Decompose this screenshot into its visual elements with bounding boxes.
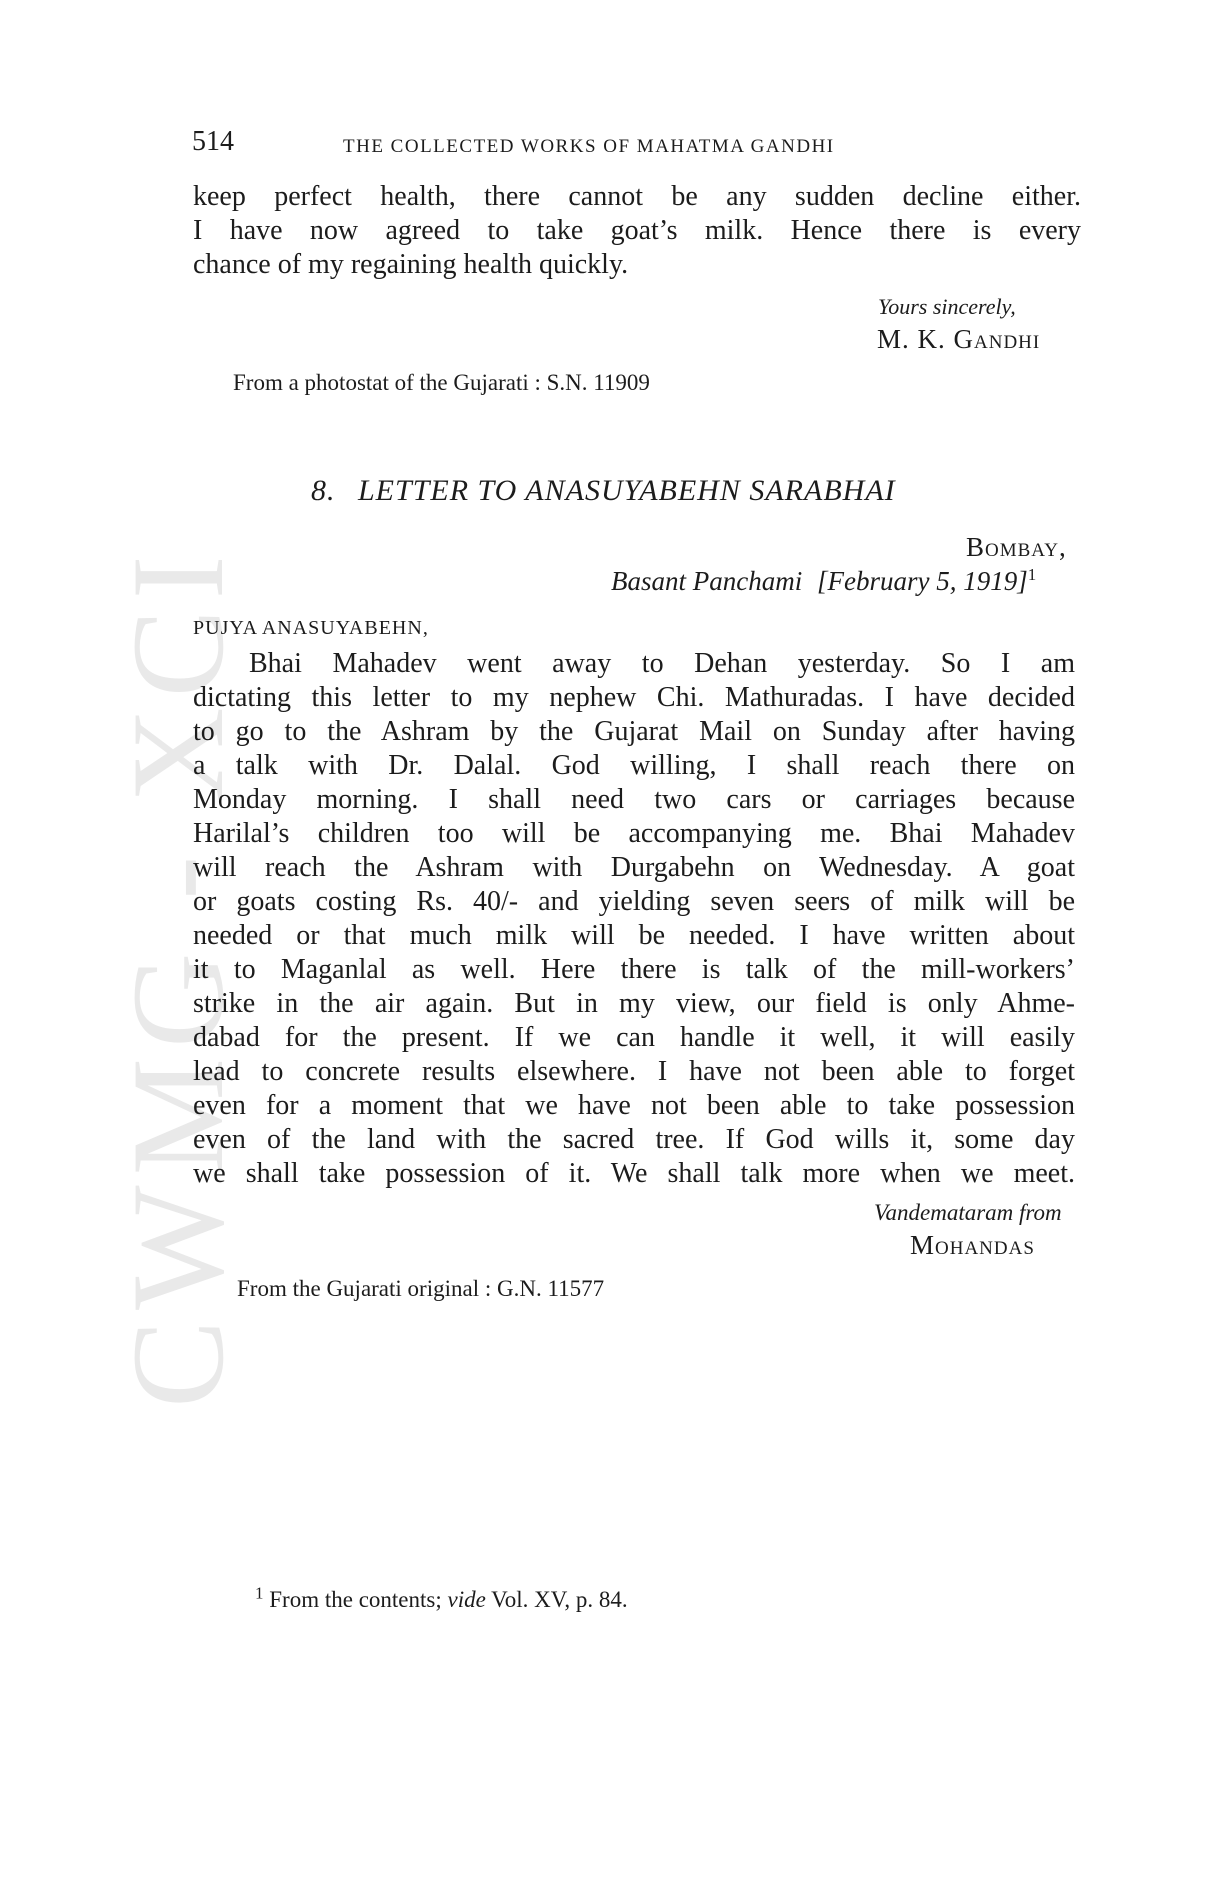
signature-mohandas: Mohandas	[910, 1230, 1035, 1260]
running-title: THE COLLECTED WORKS OF MAHATMA GANDHI	[343, 136, 835, 157]
body-line: I have now agreed to take goat’s milk. Hence there is every	[193, 215, 1081, 246]
footnote	[255, 1583, 628, 1613]
footnote-ref: Vol. XV, p. 84.	[491, 1587, 628, 1612]
body-line: strike in the air again. But in my view, our field is only Ahme-	[193, 988, 1075, 1019]
body-line: to go to the Ashram by the Gujarat Mail on Sunday after having	[193, 716, 1075, 747]
letter-body	[193, 647, 1075, 1191]
body-line: keep perfect health, there cannot be any sudden decline either.	[193, 181, 1081, 212]
letter-place: Bombay,	[966, 532, 1067, 562]
date-bracket: [February 5, 1919]	[816, 566, 1028, 596]
body-line: dictating this letter to my nephew Chi. Mathuradas. I have decided	[193, 682, 1075, 713]
footnote-reference: 1	[1027, 565, 1037, 584]
closing-yours-sincerely: Yours sincerely,	[878, 294, 1016, 319]
body-line: even for a moment that we have not been able to take possession	[193, 1090, 1075, 1121]
letter-heading	[311, 474, 896, 508]
body-line: even of the land with the sacred tree. If God wills it, some day	[193, 1124, 1075, 1155]
signature-gandhi: M. K. Gandhi	[877, 324, 1041, 354]
footnote-text: From the contents;	[269, 1587, 442, 1612]
body-line: it to Maganlal as well. Here there is talk of the mill-workers’	[193, 954, 1075, 985]
body-line: Harilal’s children too will be accompanying me. Bhai Mahadev	[193, 818, 1075, 849]
body-line: Bhai Mahadev went away to Dehan yesterday. So I am	[249, 648, 1075, 679]
body-line: dabad for the present. If we can handle it well, it will easily	[193, 1022, 1075, 1053]
body-line: lead to concrete results elsewhere. I have not been able to forget	[193, 1056, 1075, 1087]
source-note: From the Gujarati original : G.N. 11577	[237, 1276, 605, 1301]
body-line: a talk with Dr. Dalal. God willing, I shall reach there on	[193, 750, 1075, 781]
letter-date	[611, 566, 1036, 597]
body-line: needed or that much milk will be needed. I have written about	[193, 920, 1075, 951]
body-line: or goats costing Rs. 40/- and yielding seven seers of milk will be	[193, 886, 1075, 917]
source-note: From a photostat of the Gujarati : S.N. 11909	[233, 370, 650, 395]
salutation: PUJYA ANASUYABEHN,	[193, 617, 429, 639]
letter-number: 8.	[311, 474, 336, 507]
page-number: 514	[192, 126, 234, 157]
footnote-mark: 1	[255, 1583, 264, 1603]
footnote-vide: vide	[447, 1587, 486, 1612]
closing-vandemataram: Vandemataram from	[874, 1200, 1062, 1225]
body-line: chance of my regaining health quickly.	[193, 249, 629, 280]
letter-title: LETTER TO ANASUYABEHN SARABHAI	[358, 474, 896, 507]
body-line: will reach the Ashram with Durgabehn on Wednesday. A goat	[193, 852, 1075, 883]
previous-letter-ending	[193, 180, 1081, 282]
body-line: we shall take possession of it. We shall talk more when we meet.	[193, 1158, 1075, 1189]
watermark-text: CWMG - XCI	[104, 545, 251, 1408]
date-festival: Basant Panchami	[611, 566, 803, 596]
body-line: Monday morning. I shall need two cars or carriages because	[193, 784, 1075, 815]
